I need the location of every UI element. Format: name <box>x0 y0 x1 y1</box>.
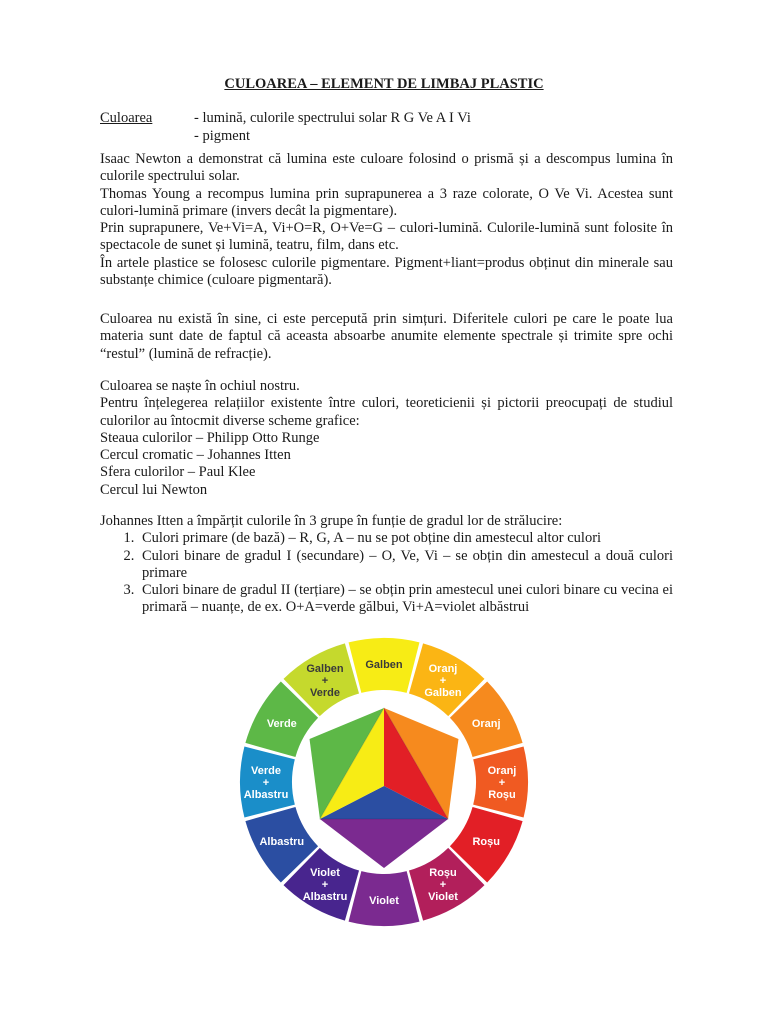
scheme-newton: Cercul lui Newton <box>100 481 208 498</box>
paragraph-schemes <box>100 378 673 499</box>
wheel-segment-label: Oranj + Galben <box>424 662 462 699</box>
paragraph-perception-text: Culoarea nu există în sine, ci este percepută prin simțuri. Diferitele culori pe care le poate lua materia sunt date de faptul că aceasta absoarbe anumite elemente spectrale și trimite spre ochi “restul” (lumină de refracție). <box>100 311 673 362</box>
paragraph-born-in-eye: Culoarea se naște în ochiul nostru. <box>100 378 300 394</box>
scheme-itten: Cercul cromatic – Johannes Itten <box>100 447 291 464</box>
paragraph-pigment: În artele plastice se folosesc culorile pigmentare. Pigment+liant=produs obținut din minerale sau substanțe chimice (culoare pigmentară). <box>100 254 673 289</box>
scheme-runge: Steaua culorilor – Philipp Otto Runge <box>100 429 320 446</box>
wheel-segment-label: Violet <box>369 895 399 907</box>
itten-group-secondary: 2. Culori binare de gradul I (secundare) – O, Ve, Vi – se obțin din amestecul a două culori primare <box>138 548 673 583</box>
wheel-segment-label: Oranj <box>471 718 501 730</box>
definition-line-pigment: - pigment <box>194 128 250 144</box>
definition-row-light <box>100 109 471 128</box>
paragraph-itten-groups <box>100 513 673 617</box>
itten-color-wheel <box>238 636 530 928</box>
wheel-segment-label: Violet + Albastru <box>302 867 348 904</box>
scheme-klee: Sfera culorilor – Paul Klee <box>100 464 256 481</box>
paragraph-young: Thomas Young a recompus lumina prin suprapunerea a 3 raze colorate, O Ve Vi. Acestea sunt culori-lumină primare (invers decât la pigmentare). <box>100 185 673 219</box>
center-violet <box>320 819 448 868</box>
definition-line-light: - lumină, culorile spectrului solar R G Ve A I Vi <box>194 110 471 126</box>
itten-intro: Johannes Itten a împărțit culorile în 3 grupe în funție de gradul lor de strălucire: <box>100 513 563 529</box>
itten-group-list <box>100 530 673 616</box>
wheel-segment-label: Verde <box>266 718 297 730</box>
definition-term: Culoarea <box>100 110 153 126</box>
itten-group-primary: 1. Culori primare (de bază) – R, G, A – nu se pot obține din amestecul altor culori <box>138 530 673 547</box>
paragraph-schemes-intro: Pentru înțelegerea relațiilor existente între culori, teoreticienii și pictorii preocupați de studiul culorilor au întocmit diverse scheme grafice: <box>100 395 673 429</box>
wheel-segment-label: Galben <box>365 659 403 671</box>
paragraph-newton: Isaac Newton a demonstrat că lumina este culoare folosind o prismă și a descompus lumina în culorile spectrului solar. <box>100 151 673 185</box>
color-wheel-center <box>310 708 459 868</box>
page-title: CULOAREA – ELEMENT DE LIMBAJ PLASTIC <box>224 76 544 92</box>
wheel-segment-label: Roșu + Violet <box>428 867 458 904</box>
paragraph-overlap: Prin suprapunere, Ve+Vi=A, Vi+O=R, O+Ve=G – culori-lumină. Culorile-lumină sunt folosite în spectacole de sunet și lumină, teatru, film, dans etc. <box>100 220 673 254</box>
wheel-segment-label: Albastru <box>259 836 305 848</box>
wheel-segment-label: Verde + Albastru <box>243 765 289 801</box>
wheel-segment-label: Galben + Verde <box>306 662 344 699</box>
wheel-segment-label: Roșu <box>472 836 500 848</box>
definition-row-pigment <box>100 127 250 146</box>
paragraph-perception <box>100 311 673 363</box>
itten-group-tertiary: 3. Culori binare de gradul II (terțiare) – se obțin prin amestecul unei culori binare cu vecina ei primară – nuanțe, de ex. O+A=verde gălbui, Vi+A=violet albăstrui <box>138 582 673 617</box>
wheel-segment-label: Oranj + Roșu <box>487 765 517 801</box>
paragraph-light-history <box>100 151 673 289</box>
